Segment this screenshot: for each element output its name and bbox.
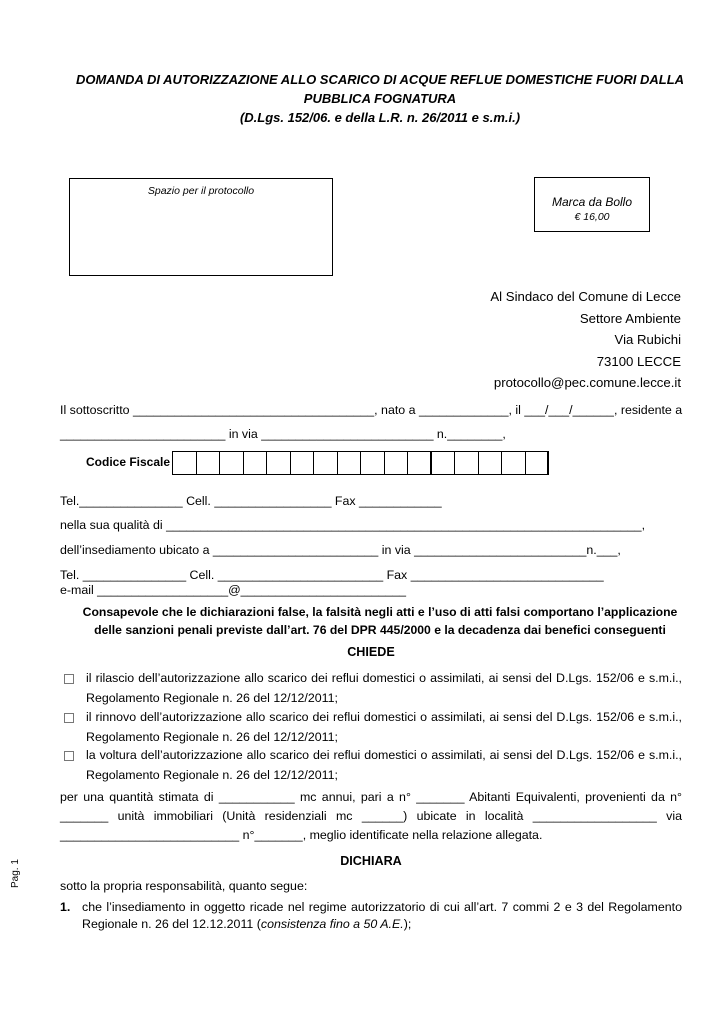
- request-option-text: la voltura dell’autorizzazione allo scarico dei reflui domestici o assimilati, ai sensi del D.Lgs. 152/06 e s.m.i.,: [86, 748, 682, 762]
- fiscal-code-cell[interactable]: [267, 452, 291, 474]
- site-email-row[interactable]: e-mail ___________________@________________________: [60, 583, 407, 597]
- checkbox-icon[interactable]: [64, 713, 74, 723]
- fiscal-code-cell[interactable]: [502, 452, 526, 474]
- recipient-line-city: 73100 LECCE: [596, 353, 681, 369]
- declaration-item1-line1: che l’insediamento in oggetto ricade nel regime autorizzatorio di cui all’art. 7 commi 2 e 3 del Regolamento: [82, 900, 682, 914]
- revenue-stamp-label: Marca da Bollo: [551, 195, 633, 209]
- fiscal-code-cell[interactable]: [432, 452, 456, 474]
- fiscal-code-grid[interactable]: [172, 451, 549, 475]
- declaration-item1-text: Regionale n. 26 del 12.12.2011 (: [82, 917, 261, 931]
- request-option-text: Regolamento Regionale n. 26 del 12/12/2011;: [86, 691, 338, 705]
- checkbox-icon[interactable]: [64, 674, 74, 684]
- fiscal-code-cell[interactable]: [244, 452, 268, 474]
- site-contacts-row[interactable]: Tel. _______________ Cell. ________________________ Fax ____________________________: [60, 568, 604, 582]
- recipient-line-pec: protocollo@pec.comune.lecce.it: [493, 375, 681, 390]
- form-title-line1: DOMANDA DI AUTORIZZAZIONE ALLO SCARICO DI ACQUE REFLUE DOMESTICHE FUORI DALLA: [75, 72, 685, 87]
- request-option-text: Regolamento Regionale n. 26 del 12/12/2011;: [86, 730, 338, 744]
- protocol-box: [69, 178, 333, 276]
- quantity-row3[interactable]: __________________________ n°_______, meglio identificate nella relazione allegata.: [60, 828, 543, 842]
- recipient-line-mayor: Al Sindaco del Comune di Lecce: [490, 289, 681, 304]
- recipient-line-department: Settore Ambiente: [579, 310, 681, 326]
- request-option-text: Regolamento Regionale n. 26 del 12/12/2011;: [86, 768, 338, 782]
- fiscal-code-cell[interactable]: [291, 452, 315, 474]
- dichiara-heading: DICHIARA: [340, 854, 402, 868]
- applicant-residence-row[interactable]: ________________________ in via _________________________ n.________,: [60, 427, 506, 441]
- fiscal-code-cell[interactable]: [361, 452, 385, 474]
- liability-warning-line2: delle sanzioni penali previste dall’art. 76 del DPR 445/2000 e la decadenza dai benefici conseguenti: [94, 623, 666, 637]
- declaration-intro: sotto la propria responsabilità, quanto segue:: [60, 879, 308, 893]
- chiede-heading: CHIEDE: [347, 645, 395, 659]
- quantity-row1[interactable]: per una quantità stimata di ___________ mc annui, pari a n° _______ Abitanti Equivalenti, provenienti da n°: [60, 790, 682, 804]
- recipient-address: [381, 286, 681, 394]
- fiscal-code-cell[interactable]: [173, 452, 197, 474]
- revenue-stamp-box: [534, 177, 650, 232]
- declaration-item1-emphasis: consistenza fino a 50 A.E.: [260, 917, 404, 931]
- fiscal-code-cell[interactable]: [455, 452, 479, 474]
- applicant-role-row[interactable]: nella sua qualità di _____________________________________________________________________,: [60, 518, 646, 532]
- recipient-line-street: Via Rubichi: [614, 332, 681, 347]
- declaration-item1-line2: [82, 917, 411, 931]
- fiscal-code-cell[interactable]: [197, 452, 221, 474]
- request-option-renewal[interactable]: [60, 707, 682, 747]
- form-title-line2: PUBBLICA FOGNATURA: [303, 91, 457, 106]
- fiscal-code-cell[interactable]: [220, 452, 244, 474]
- liability-warning-line1: Consapevole che le dichiarazioni false, la falsità negli atti e l’uso di atti falsi comportano l’applicazione: [82, 605, 678, 619]
- fiscal-code-cell[interactable]: [338, 452, 362, 474]
- fiscal-code-cell[interactable]: [314, 452, 338, 474]
- quantity-row2[interactable]: _______ unità immobiliari (Unità residenziali mc ______) ubicate in località __________________ via: [60, 809, 682, 823]
- applicant-name-row[interactable]: Il sottoscritto ___________________________________, nato a _____________, il ___/___/______, residente a: [60, 403, 683, 417]
- request-option-transfer[interactable]: [60, 745, 682, 785]
- page-number-label: Pag. 1: [10, 859, 21, 888]
- form-title-line3: (D.Lgs. 152/06. e della L.R. n. 26/2011 e s.m.i.): [239, 110, 521, 125]
- applicant-contacts-row[interactable]: Tel._______________ Cell. _________________ Fax ____________: [60, 494, 442, 508]
- site-location-row[interactable]: dell’insediamento ubicato a ________________________ in via _________________________n.___,: [60, 543, 621, 557]
- request-option-text: il rilascio dell’autorizzazione allo scarico dei reflui domestici o assimilati, ai sensi del D.Lgs. 152/06 e s.m.i.,: [86, 671, 682, 685]
- request-option-text: il rinnovo dell’autorizzazione allo scarico dei reflui domestici o assimilati, ai sensi del D.Lgs. 152/06 e s.m.i.,: [86, 710, 682, 724]
- request-option-release[interactable]: [60, 668, 682, 708]
- declaration-item-number: 1.: [60, 900, 71, 914]
- fiscal-code-label: Codice Fiscale: [86, 455, 171, 469]
- revenue-stamp-amount: € 16,00: [574, 211, 610, 223]
- fiscal-code-cell[interactable]: [408, 452, 432, 474]
- fiscal-code-cell[interactable]: [526, 452, 550, 474]
- protocol-box-label: Spazio per il protocollo: [147, 185, 255, 197]
- declaration-item1-text-end: );: [403, 917, 412, 931]
- checkbox-icon[interactable]: [64, 751, 74, 761]
- fiscal-code-cell[interactable]: [385, 452, 409, 474]
- fiscal-code-cell[interactable]: [479, 452, 503, 474]
